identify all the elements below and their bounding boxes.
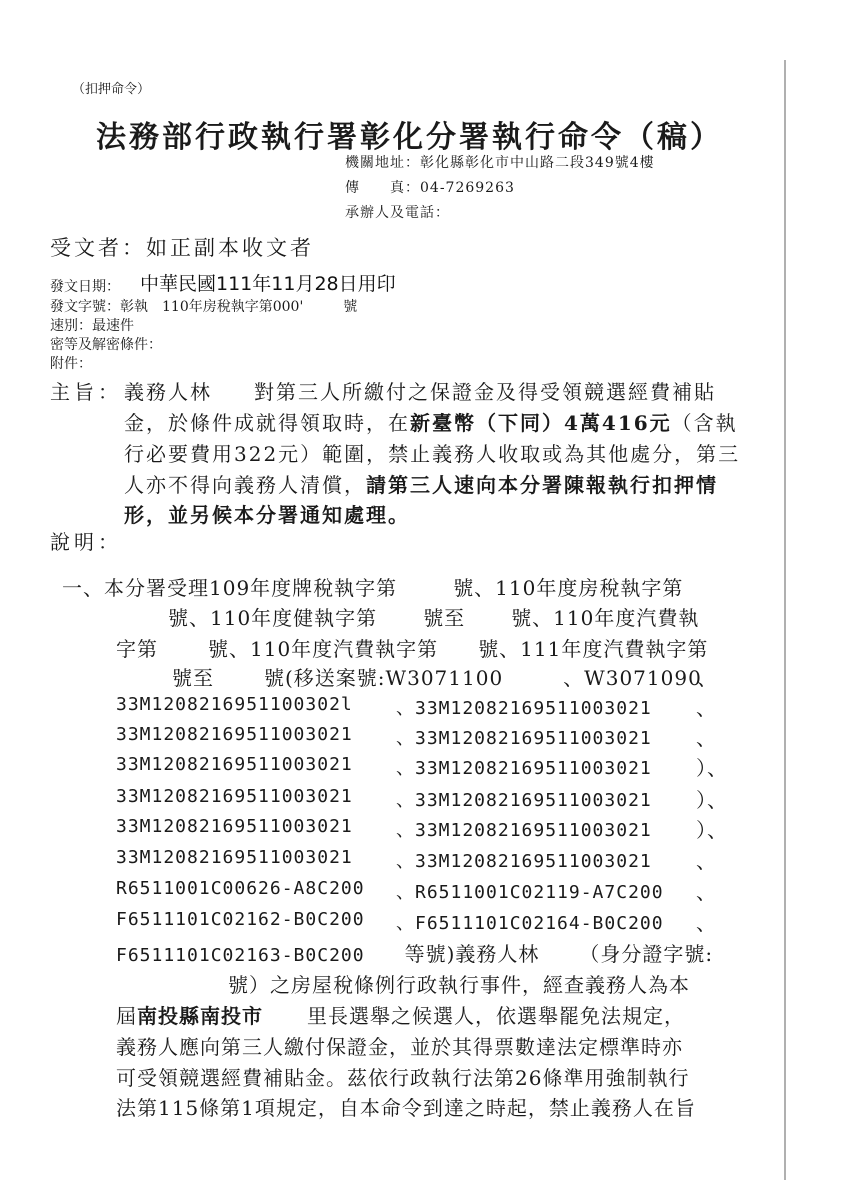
- contact-person: 承辦人及電話：: [345, 205, 450, 221]
- explanation-separator: 、: [697, 666, 718, 690]
- explanation-text: 號、110年度房稅執字第: [453, 576, 684, 600]
- document-number-suffix: 號: [343, 299, 358, 315]
- case-number: 33M12082169511003021: [116, 786, 353, 807]
- subject-amount: 新臺幣（下同）4萬416元: [410, 411, 672, 435]
- case-separator: 、: [696, 849, 717, 873]
- case-number: R6511001C00626-A8C200: [116, 878, 365, 899]
- case-number: 33M12082169511003021: [116, 816, 353, 837]
- subject-line-2: [124, 407, 738, 436]
- case-separator: ）、: [696, 788, 728, 812]
- explanation-text: 等號)義務人林: [404, 942, 540, 966]
- case-separator: 、: [696, 880, 717, 904]
- explanation-text: 屆: [116, 1004, 137, 1028]
- case-number: 33M12082169511003021: [116, 847, 353, 868]
- case-number: F6511101C02162-B0C200: [116, 909, 365, 930]
- document-number-text: 發文字號：彰執 110年房稅執字第000': [50, 299, 304, 315]
- agency-address: 機關地址：彰化縣彰化市中山路二段349號4樓: [345, 155, 655, 171]
- case-number: 、33M12082169511003021: [396, 820, 652, 841]
- case-separator: 、: [696, 911, 717, 935]
- explanation-line-1: [62, 572, 683, 601]
- explanation-text: 號、110年度汽費執: [511, 606, 700, 630]
- case-separator: 、: [696, 696, 717, 720]
- case-number: F6511101C02163-B0C200: [116, 945, 365, 966]
- delivery-speed: 速別：最速件: [50, 318, 134, 334]
- explanation-text: 一、本分署受理109年度牌稅執字第: [62, 576, 398, 600]
- document-title: 法務部行政執行署彰化分署執行命令（稿）: [96, 120, 723, 155]
- case-separator: 、: [696, 726, 717, 750]
- explanation-line-4: [172, 662, 702, 691]
- explanation-line-n3: 義務人應向第三人繳付保證金，並於其得票數達法定標準時亦: [116, 1035, 683, 1059]
- case-separator: ）、: [696, 756, 728, 780]
- explanation-line-2: [168, 602, 699, 631]
- explanation-text: 里長選舉之候選人，依選舉罷免法規定，: [307, 1004, 685, 1028]
- explanation-line-n4: 可受領競選經費補貼金。茲依行政執行法第26條準用強制執行: [116, 1066, 690, 1090]
- explanation-line-3: [116, 633, 708, 662]
- subject-line-4: [124, 469, 718, 498]
- recipient: 受文者：如正副本收文者: [50, 236, 314, 260]
- subject-request: 請第三人速向本分署陳報執行扣押情: [366, 473, 718, 497]
- case-number: 、33M12082169511003021: [396, 851, 652, 872]
- explanation-label: 說明：: [50, 530, 122, 554]
- explanation-location: 南投縣南投市: [137, 1004, 263, 1028]
- explanation-line-last-case: [116, 938, 713, 967]
- explanation-line-n1: 號）之房屋稅條例行政執行事件，經查義務人為本: [228, 973, 690, 997]
- explanation-text: 字第: [116, 637, 158, 661]
- case-number: 33M1208216951100302l: [116, 694, 353, 715]
- explanation-text: 、W3071090: [563, 666, 702, 690]
- subject-text: 金，於條件成就得領取時，在: [124, 411, 410, 435]
- case-number: 、33M12082169511003021: [396, 698, 652, 719]
- subject-line-5: 形，並另候本分署通知處理。: [124, 503, 410, 527]
- scan-edge: [784, 60, 786, 1180]
- case-number: 33M12082169511003021: [116, 754, 353, 775]
- agency-fax: 傳 真：04-7269263: [345, 180, 515, 196]
- subject-text: （含執: [671, 411, 738, 435]
- case-number: 、33M12082169511003021: [396, 790, 652, 811]
- case-number: 、33M12082169511003021: [396, 758, 652, 779]
- explanation-text: （身分證字號:: [579, 942, 714, 966]
- document-tag: （扣押命令）: [72, 82, 151, 97]
- case-number: 33M12082169511003021: [116, 724, 353, 745]
- subject-text: 人亦不得向義務人清償，: [124, 473, 366, 497]
- explanation-line-n2: [116, 1000, 685, 1029]
- subject-text: 對第三人所繳付之保證金及得受領競選經費補貼: [254, 380, 716, 404]
- issue-date-label: 發文日期：: [50, 279, 120, 295]
- case-number: 、R6511001C02119-A7C200: [396, 882, 664, 903]
- subject-line-3: 行必要費用322元）範圍，禁止義務人收取或為其他處分，第三: [124, 442, 741, 466]
- case-number: 、33M12082169511003021: [396, 728, 652, 749]
- secrecy-level: 密等及解密條件：: [50, 337, 162, 353]
- explanation-text: 號、111年度汽費執字第: [478, 637, 709, 661]
- document-number: [50, 296, 357, 316]
- explanation-text: 號(移送案號:W3071100: [264, 666, 504, 690]
- explanation-text: 號至: [172, 666, 214, 690]
- subject-text: 義務人林: [124, 380, 212, 404]
- case-number: 、F6511101C02164-B0C200: [396, 913, 664, 934]
- attachments: 附件：: [50, 356, 92, 372]
- explanation-text: 號、110年度汽費執字第: [208, 637, 439, 661]
- subject-line-1: [124, 376, 716, 405]
- case-separator: ）、: [696, 818, 728, 842]
- explanation-text: 號、110年度健執字第: [168, 606, 378, 630]
- issue-date-stamp: 中華民國111年11月28日用印: [140, 273, 396, 295]
- subject-label: 主旨：: [50, 380, 122, 404]
- explanation-line-n5: 法第115條第1項規定，自本命令到達之時起，禁止義務人在旨: [116, 1096, 696, 1120]
- explanation-text: 號至: [423, 606, 466, 630]
